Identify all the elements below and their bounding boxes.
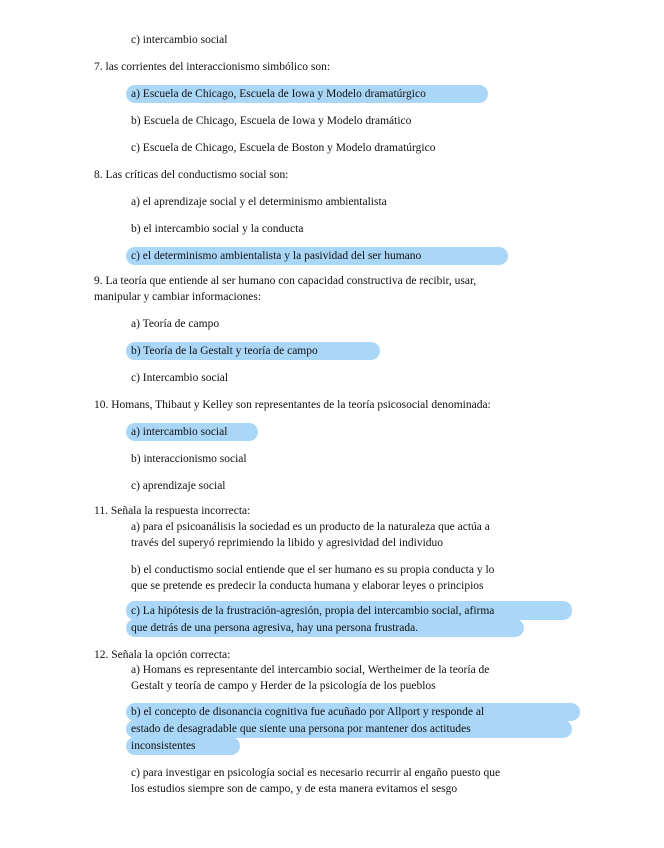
- option-q9-b: b) Teoría de la Gestalt y teoría de campo: [131, 345, 318, 357]
- option-q11-a-line-1: a) para el psicoanálisis la sociedad es un producto de la naturaleza que actúa a: [131, 521, 490, 533]
- question-9-line-2: manipular y cambiar informaciones:: [94, 291, 262, 303]
- option-q7-c: c) Escuela de Chicago, Escuela de Boston y Modelo dramatúrgico: [131, 142, 436, 154]
- option-q12-b-line-1: b) el concepto de disonancia cognitiva fue acuñado por Allport y responde al: [131, 706, 485, 718]
- option-q8-a: a) el aprendizaje social y el determinismo ambientalista: [131, 196, 387, 208]
- question-8: 8. Las críticas del conductismo social son:: [94, 169, 289, 181]
- option-q11-c-line-2: que detrás de una persona agresiva, hay una persona frustrada.: [131, 622, 419, 634]
- option-q12-c-line-1: c) para investigar en psicología social es necesario recurrir al engaño puesto que: [131, 767, 501, 779]
- option-q8-b: b) el intercambio social y la conducta: [131, 223, 304, 235]
- question-10: 10. Homans, Thibaut y Kelley son representantes de la teoría psicosocial denominada:: [94, 399, 491, 411]
- option-q10-c: c) aprendizaje social: [131, 480, 226, 492]
- option-q12-b-line-3: inconsistentes: [131, 740, 196, 752]
- option-q9-a: a) Teoría de campo: [131, 318, 220, 330]
- option-q7-b: b) Escuela de Chicago, Escuela de Iowa y Modelo dramático: [131, 115, 412, 127]
- option-q11-c-line-1: c) La hipótesis de la frustración-agresión, propia del intercambio social, afirma: [131, 605, 495, 617]
- option-q7-a: a) Escuela de Chicago, Escuela de Iowa y Modelo dramatúrgico: [131, 88, 426, 100]
- question-7: 7. las corrientes del interaccionismo simbólico son:: [94, 61, 331, 73]
- option-q11-b-line-1: b) el conductismo social entiende que el ser humano es su propia conducta y lo: [131, 564, 495, 576]
- option-q11-a-line-2: través del superyó reprimiendo la libido y agresividad del individuo: [131, 537, 444, 549]
- question-11: 11. Señala la respuesta incorrecta:: [94, 505, 251, 517]
- question-9-line-1: 9. La teoría que entiende al ser humano con capacidad constructiva de recibir, usar,: [94, 275, 477, 287]
- option-q11-b-line-2: que se pretende es predecir la conducta humana y elaborar leyes o principios: [131, 580, 484, 592]
- option-q9-c: c) Intercambio social: [131, 372, 229, 384]
- question-12: 12. Señala la opción correcta:: [94, 649, 231, 661]
- option-q12-a-line-2: Gestalt y teoría de campo y Herder de la psicología de los pueblos: [131, 680, 436, 692]
- option-q10-a: a) intercambio social: [131, 426, 228, 438]
- option-q12-b-line-2: estado de desagradable que siente una persona por mantener dos actitudes: [131, 723, 471, 735]
- option-q12-a-line-1: a) Homans es representante del intercambio social, Wertheimer de la teoría de: [131, 664, 490, 676]
- option-q6-c: c) intercambio social: [131, 34, 228, 46]
- option-q8-c: c) el determinismo ambientalista y la pasividad del ser humano: [131, 250, 422, 262]
- option-q10-b: b) interaccionismo social: [131, 453, 247, 465]
- option-q12-c-line-2: los estudios siempre son de campo, y de esta manera evitamos el sesgo: [131, 783, 458, 795]
